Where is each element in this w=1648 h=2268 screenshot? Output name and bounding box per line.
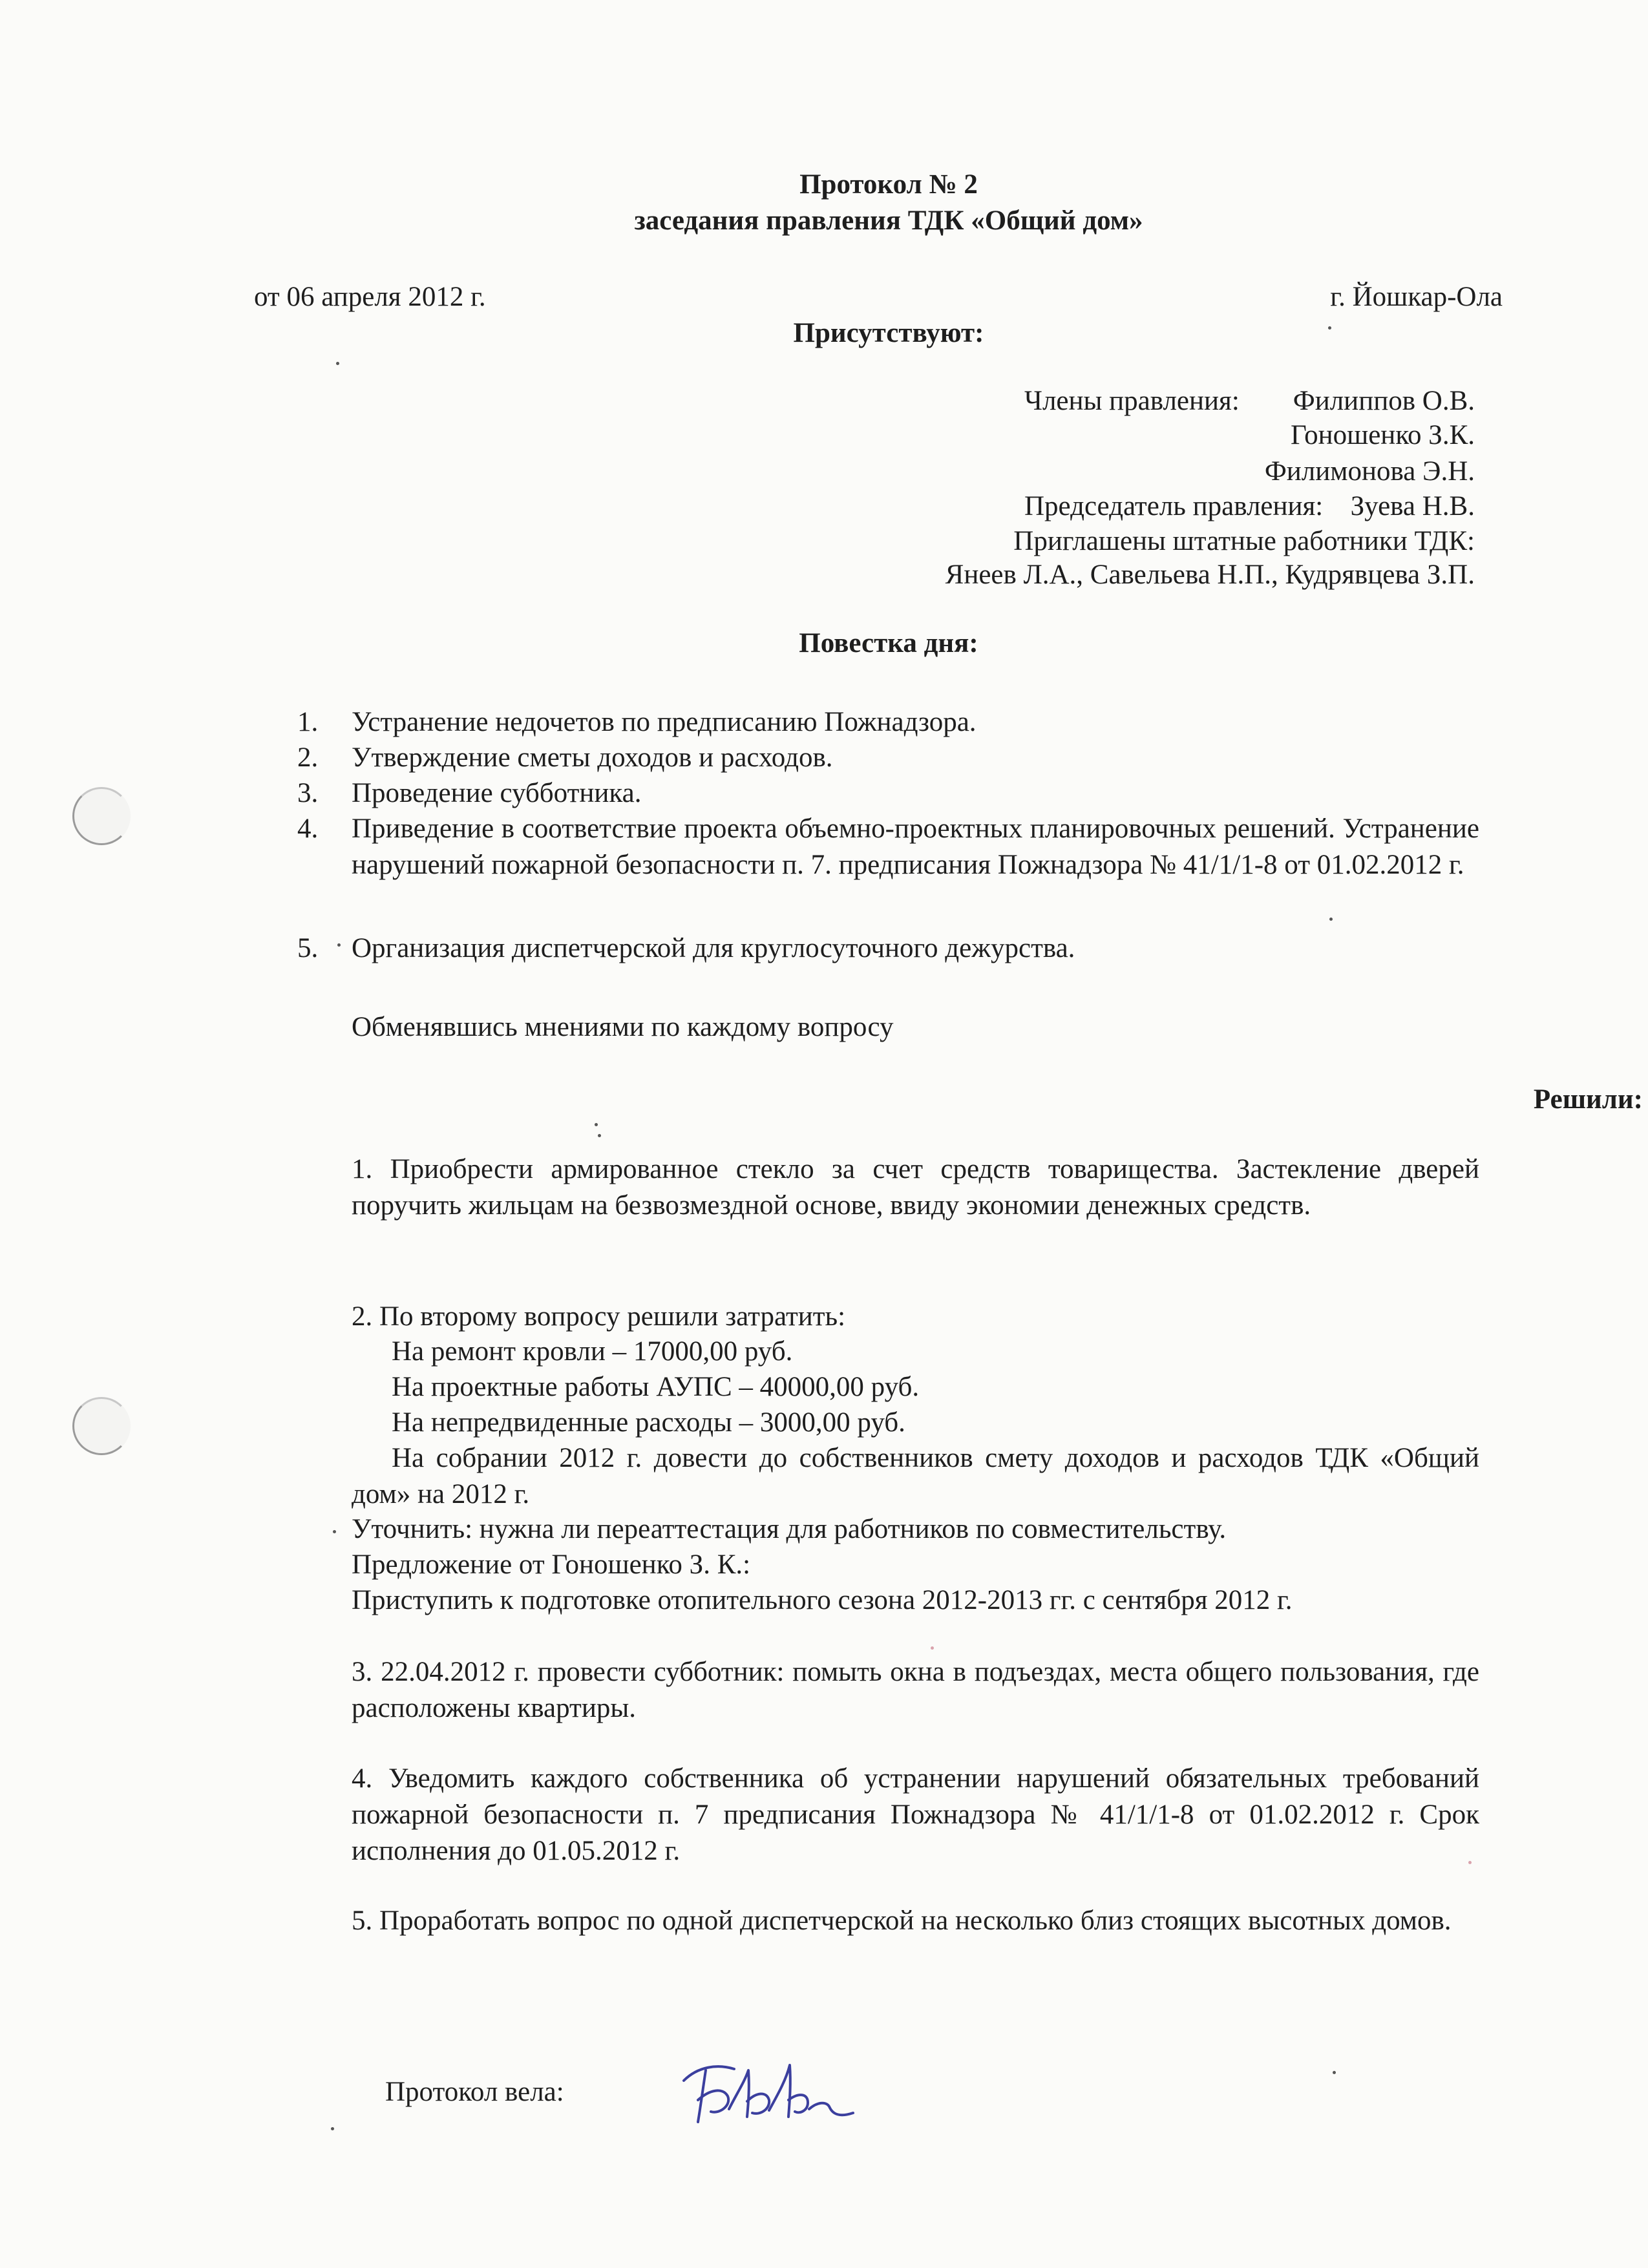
decisions-heading: Решили: (1533, 1084, 1643, 1115)
scan-speck (1333, 2071, 1336, 2074)
decision-item-3: 3. 22.04.2012 г. провести субботник: помыть окна в подъездах, места общего пользования, где расположены квартиры. (352, 1657, 1479, 1723)
agenda-item-number: 2. (297, 742, 319, 773)
punch-hole-lower (72, 1397, 131, 1455)
agenda-item-text: Проведение субботника. (352, 778, 642, 808)
secretary-label: Протокол вела: (385, 2077, 564, 2107)
punch-hole-upper (72, 787, 131, 845)
agenda-item-number: 1. (297, 707, 319, 737)
agenda-item-text: Организация диспетчерской для круглосуточного дежурства. (352, 933, 1075, 963)
scan-speck (336, 362, 339, 365)
expense-line: На непредвиденные расходы – 3000,00 руб. (392, 1407, 905, 1438)
board-member: Филимонова Э.Н. (1264, 456, 1475, 487)
agenda-heading: Повестка дня: (799, 628, 978, 658)
scan-speck (931, 1646, 934, 1650)
expense-line: На проектные работы АУПС – 40000,00 руб. (392, 1372, 920, 1402)
attendance-heading: Присутствуют: (793, 318, 984, 348)
decision-item-4: 4. Уведомить каждого собственника об устранении нарушений обязательных требований пожарной безопасности п. 7 предписания Пожнадзора № 41/1/1-8 от 01.02.2012 г. Срок исполнения до 01.05.2012 г. (352, 1763, 1479, 1866)
page-subtitle: заседания правления ТДК «Общий дом» (634, 205, 1143, 236)
scan-speck (595, 1123, 598, 1126)
protocol-city: г. Йошкар-Ола (1330, 282, 1503, 312)
page-title: Протокол № 2 (799, 169, 978, 200)
scan-speck (331, 2127, 334, 2130)
invited-names: Янеев Л.А., Савельева Н.П., Кудрявцева З.П. (945, 560, 1475, 590)
clarify-note: Уточнить: нужна ли переаттестация для работников по совместительству. (352, 1514, 1227, 1544)
agenda-item-number: 5. (297, 933, 319, 963)
handwritten-signature (672, 2055, 866, 2132)
protocol-date: от 06 апреля 2012 г. (254, 282, 486, 312)
scan-speck (1329, 918, 1333, 921)
agenda-item-text: Утверждение сметы доходов и расходов. (352, 742, 833, 773)
proposal-text: Приступить к подготовке отопительного сезона 2012-2013 гг. с сентября 2012 г. (352, 1585, 1293, 1615)
scan-speck (333, 1530, 336, 1533)
discussion-note: Обменявшись мнениями по каждому вопросу (352, 1012, 894, 1042)
decision-item-5: 5. Проработать вопрос по одной диспетчерской на несколько близ стоящих высотных домов. (352, 1906, 1452, 1936)
board-label: Члены правления: (1024, 386, 1240, 416)
board-member: Филиппов О.В. (1293, 386, 1475, 416)
invited-label: Приглашены штатные работники ТДК: (1013, 526, 1475, 556)
agenda-item-number: 3. (297, 778, 319, 808)
decision-item-1: 1. Приобрести армированное стекло за счет средств товарищества. Застекление дверей поручить жильцам на безвозмездной основе, ввиду экономии денежных средств. (352, 1154, 1479, 1221)
proposal-label: Предложение от Гоношенко З. К.: (352, 1549, 751, 1580)
expense-line: На ремонт кровли – 17000,00 руб. (392, 1336, 793, 1367)
chair-name: Зуева Н.В. (1350, 491, 1475, 521)
board-member: Гоношенко З.К. (1291, 420, 1475, 450)
agenda-item-number: 4. (297, 814, 319, 844)
scan-speck (598, 1134, 601, 1137)
decision-item-2-meeting: На собрании 2012 г. довести до собственников смету доходов и расходов ТДК «Общий дом» на 2012 г. (352, 1443, 1479, 1509)
agenda-item-text: Приведение в соответствие проекта объемно-проектных планировочных решений. Устранение нарушений пожарной безопасности п. 7. предписания Пожнадзора № 41/1/1-8 от 01.02.2012 г. (352, 814, 1479, 880)
scan-speck (337, 943, 341, 947)
agenda-item-text: Устранение недочетов по предписанию Пожнадзора. (352, 707, 977, 737)
chair-label: Председатель правления: (1024, 491, 1324, 521)
decision-item-2-intro: 2. По второму вопросу решили затратить: (352, 1301, 846, 1332)
